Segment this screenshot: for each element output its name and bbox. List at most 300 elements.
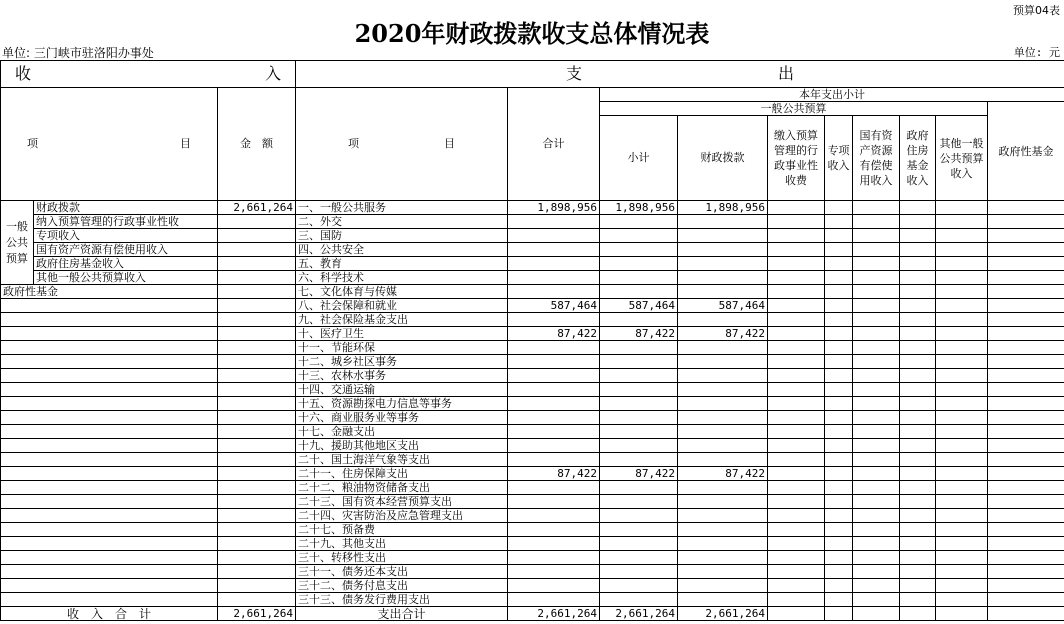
- empty-cell: [988, 257, 1064, 271]
- empty-cell: [825, 271, 853, 285]
- expense-fiscal: [678, 593, 768, 607]
- expense-subtotal: [600, 215, 678, 229]
- empty-cell: [853, 201, 900, 215]
- expense-item-label: 六、科学技术: [296, 271, 508, 285]
- empty-cell: [900, 579, 936, 593]
- income-item-header: 项 目: [1, 88, 218, 201]
- expense-total: [508, 537, 600, 551]
- expense-item-label: 十二、城乡社区事务: [296, 355, 508, 369]
- empty-cell: [988, 425, 1064, 439]
- table-row: [1, 537, 1064, 551]
- income-item-label: 国有资产资源有偿使用收入: [34, 243, 218, 257]
- table-row: [1, 481, 1064, 495]
- expense-subtotal: [600, 313, 678, 327]
- expense-item-label: 四、公共安全: [296, 243, 508, 257]
- empty-cell: [218, 397, 296, 411]
- empty-cell: [825, 215, 853, 229]
- expense-total: [508, 397, 600, 411]
- empty-cell: [900, 537, 936, 551]
- empty-cell: [936, 565, 988, 579]
- expense-fiscal: [678, 523, 768, 537]
- empty-cell: [900, 453, 936, 467]
- expense-fiscal: [678, 341, 768, 355]
- empty-cell: [1, 439, 218, 453]
- empty-cell: [825, 607, 853, 621]
- empty-cell: [900, 313, 936, 327]
- expense-total: [508, 369, 600, 383]
- empty-cell: [768, 355, 825, 369]
- empty-cell: [936, 481, 988, 495]
- table-row: [1, 271, 1064, 285]
- empty-cell: [853, 453, 900, 467]
- expense-fiscal: [678, 537, 768, 551]
- expense-subtotal: [600, 229, 678, 243]
- expense-fiscal: 1,898,956: [678, 201, 768, 215]
- expense-total: [508, 411, 600, 425]
- table-row: [1, 397, 1064, 411]
- empty-cell: [988, 481, 1064, 495]
- empty-cell: [936, 537, 988, 551]
- empty-cell: [768, 369, 825, 383]
- expense-item-label: 十七、金融支出: [296, 425, 508, 439]
- empty-cell: [1, 299, 218, 313]
- empty-cell: [988, 369, 1064, 383]
- empty-cell: [988, 411, 1064, 425]
- empty-cell: [218, 355, 296, 369]
- empty-cell: [900, 341, 936, 355]
- empty-cell: [900, 523, 936, 537]
- empty-cell: [825, 397, 853, 411]
- empty-cell: [218, 537, 296, 551]
- expense-fiscal: [678, 439, 768, 453]
- empty-cell: [768, 327, 825, 341]
- empty-cell: [218, 453, 296, 467]
- empty-cell: [853, 509, 900, 523]
- expense-subtotal: 587,464: [600, 299, 678, 313]
- expense-total: [508, 523, 600, 537]
- expense-total: [508, 481, 600, 495]
- expense-subtotal: 1,898,956: [600, 201, 678, 215]
- empty-cell: [900, 299, 936, 313]
- expense-item-label: 三十一、债务还本支出: [296, 565, 508, 579]
- empty-cell: [853, 593, 900, 607]
- empty-cell: [218, 551, 296, 565]
- empty-cell: [218, 327, 296, 341]
- empty-cell: [825, 537, 853, 551]
- empty-cell: [768, 411, 825, 425]
- expense-item-label: 三十三、债务发行费用支出: [296, 593, 508, 607]
- empty-cell: [900, 551, 936, 565]
- table-row: [1, 257, 1064, 271]
- empty-cell: [988, 341, 1064, 355]
- empty-cell: [988, 285, 1064, 299]
- empty-cell: [900, 481, 936, 495]
- income-amount: [218, 229, 296, 243]
- empty-cell: [825, 551, 853, 565]
- expense-subtotal: [600, 243, 678, 257]
- expense-fiscal: [678, 481, 768, 495]
- expense-total: [508, 551, 600, 565]
- empty-cell: [1, 593, 218, 607]
- expense-fiscal: [678, 369, 768, 383]
- expense-item-label: 二十、国土海洋气象等支出: [296, 453, 508, 467]
- empty-cell: [825, 565, 853, 579]
- expense-item-label: 十五、资源勘探电力信息等事务: [296, 397, 508, 411]
- expense-total: [508, 285, 600, 299]
- expense-item-label: 三、国防: [296, 229, 508, 243]
- empty-cell: [900, 607, 936, 621]
- other-general-header: 其他一般公共预算收入: [936, 116, 988, 201]
- empty-cell: [768, 229, 825, 243]
- table-row: [1, 355, 1064, 369]
- expense-item-label: 二十三、国有资本经营预算支出: [296, 495, 508, 509]
- empty-cell: [853, 285, 900, 299]
- expense-item-label: 二十一、住房保障支出: [296, 467, 508, 481]
- expense-subtotal: [600, 481, 678, 495]
- empty-cell: [853, 495, 900, 509]
- table-row: [1, 285, 1064, 299]
- expense-total: [508, 341, 600, 355]
- empty-cell: [936, 607, 988, 621]
- empty-cell: [825, 411, 853, 425]
- table-row: [1, 453, 1064, 467]
- expense-subtotal: [600, 257, 678, 271]
- table-row: [1, 523, 1064, 537]
- empty-cell: [1, 313, 218, 327]
- table-row: [1, 383, 1064, 397]
- empty-cell: [218, 425, 296, 439]
- expense-grand-total: 2,661,264: [508, 607, 600, 621]
- expense-total: [508, 593, 600, 607]
- empty-cell: [936, 439, 988, 453]
- expense-total: 87,422: [508, 327, 600, 341]
- table-row: [1, 495, 1064, 509]
- expense-subtotal: [600, 579, 678, 593]
- empty-cell: [900, 271, 936, 285]
- empty-cell: [988, 313, 1064, 327]
- empty-cell: [825, 341, 853, 355]
- empty-cell: [825, 327, 853, 341]
- empty-cell: [853, 537, 900, 551]
- expense-item-label: 二、外交: [296, 215, 508, 229]
- expense-total: [508, 453, 600, 467]
- expense-fiscal: [678, 411, 768, 425]
- expense-item-label: 三十二、债务付息支出: [296, 579, 508, 593]
- table-row: [1, 425, 1064, 439]
- table-row: [1, 411, 1064, 425]
- table-row: [1, 509, 1064, 523]
- currency-unit: 单位: 元: [1013, 46, 1060, 59]
- empty-cell: [825, 355, 853, 369]
- empty-cell: [900, 411, 936, 425]
- empty-cell: [218, 565, 296, 579]
- expense-item-label: 十四、交通运输: [296, 383, 508, 397]
- expense-item-label: 十九、援助其他地区支出: [296, 439, 508, 453]
- empty-cell: [853, 607, 900, 621]
- empty-cell: [988, 397, 1064, 411]
- empty-cell: [825, 285, 853, 299]
- empty-cell: [825, 439, 853, 453]
- empty-cell: [988, 467, 1064, 481]
- table-row: [1, 215, 1064, 229]
- empty-cell: [900, 495, 936, 509]
- empty-cell: [900, 383, 936, 397]
- empty-cell: [936, 341, 988, 355]
- expense-total: [508, 313, 600, 327]
- table-row: [1, 243, 1064, 257]
- expense-grand-fiscal: 2,661,264: [678, 607, 768, 621]
- empty-cell: [988, 299, 1064, 313]
- expense-item-label: 十六、商业服务业等事务: [296, 411, 508, 425]
- expense-item-label: 二十九、其他支出: [296, 537, 508, 551]
- budget-table: [0, 60, 1064, 621]
- expense-total-header: 合计: [508, 88, 600, 201]
- expense-subtotal: [600, 537, 678, 551]
- empty-cell: [768, 285, 825, 299]
- expense-fiscal: [678, 215, 768, 229]
- expense-total: [508, 439, 600, 453]
- empty-cell: [936, 495, 988, 509]
- empty-cell: [853, 481, 900, 495]
- empty-cell: [768, 551, 825, 565]
- expense-total-label: 支出合计: [296, 607, 508, 621]
- empty-cell: [768, 467, 825, 481]
- empty-cell: [825, 201, 853, 215]
- empty-cell: [768, 509, 825, 523]
- empty-cell: [853, 467, 900, 481]
- expense-fiscal: [678, 579, 768, 593]
- expense-subtotal: 87,422: [600, 327, 678, 341]
- expense-subtotal: [600, 523, 678, 537]
- empty-cell: [988, 579, 1064, 593]
- empty-cell: [218, 341, 296, 355]
- income-item-label: 纳入预算管理的行政事业性收: [34, 215, 218, 229]
- expense-item-label: 三十、转移性支出: [296, 551, 508, 565]
- empty-cell: [988, 327, 1064, 341]
- empty-cell: [825, 369, 853, 383]
- expense-subtotal: [600, 509, 678, 523]
- section-header-row: [1, 61, 1064, 88]
- income-item-label: 其他一般公共预算收入: [34, 271, 218, 285]
- expense-subtotal: [600, 551, 678, 565]
- empty-cell: [988, 593, 1064, 607]
- empty-cell: [853, 243, 900, 257]
- empty-cell: [218, 495, 296, 509]
- housing-fund-header: 政府住房基金收入: [900, 116, 936, 201]
- income-section-header: 收 入: [1, 61, 296, 88]
- expense-subtotal: 87,422: [600, 467, 678, 481]
- expense-total: [508, 425, 600, 439]
- table-row: [1, 551, 1064, 565]
- table-row: [1, 201, 1064, 215]
- expense-item-label: 十一、节能环保: [296, 341, 508, 355]
- empty-cell: [768, 271, 825, 285]
- empty-cell: [988, 243, 1064, 257]
- table-row: [1, 229, 1064, 243]
- gov-fund-header: 政府性基金: [988, 102, 1064, 201]
- empty-cell: [900, 257, 936, 271]
- empty-cell: [900, 229, 936, 243]
- empty-cell: [900, 509, 936, 523]
- expense-total: [508, 509, 600, 523]
- empty-cell: [988, 523, 1064, 537]
- expense-fiscal: [678, 229, 768, 243]
- empty-cell: [825, 243, 853, 257]
- empty-cell: [900, 285, 936, 299]
- special-income-header: 专项收入: [825, 116, 853, 201]
- empty-cell: [768, 341, 825, 355]
- empty-cell: [1, 579, 218, 593]
- empty-cell: [768, 383, 825, 397]
- empty-cell: [900, 439, 936, 453]
- empty-cell: [768, 397, 825, 411]
- expense-total: [508, 383, 600, 397]
- table-row: [1, 579, 1064, 593]
- income-group-label: 一般公共预算: [1, 201, 34, 285]
- income-amount: [218, 243, 296, 257]
- year-subtotal-header: 本年支出小计: [600, 88, 1064, 102]
- empty-cell: [900, 355, 936, 369]
- empty-cell: [1, 327, 218, 341]
- expense-subtotal: [600, 453, 678, 467]
- empty-cell: [853, 425, 900, 439]
- empty-cell: [853, 355, 900, 369]
- empty-cell: [768, 243, 825, 257]
- empty-cell: [936, 355, 988, 369]
- empty-cell: [853, 383, 900, 397]
- empty-cell: [825, 523, 853, 537]
- expense-total: [508, 579, 600, 593]
- state-asset-header: 国有资产资源有偿使用收入: [853, 116, 900, 201]
- table-row: [1, 593, 1064, 607]
- empty-cell: [853, 341, 900, 355]
- expense-section-header: 支 出: [296, 61, 1064, 88]
- empty-cell: [936, 467, 988, 481]
- empty-cell: [825, 509, 853, 523]
- empty-cell: [218, 369, 296, 383]
- unit-name: 单位: 三门峡市驻洛阳办事处: [2, 46, 154, 60]
- empty-cell: [900, 593, 936, 607]
- expense-fiscal: [678, 243, 768, 257]
- empty-cell: [936, 593, 988, 607]
- empty-cell: [768, 481, 825, 495]
- empty-cell: [1, 467, 218, 481]
- expense-fiscal: [678, 509, 768, 523]
- empty-cell: [768, 523, 825, 537]
- expense-subtotal: [600, 355, 678, 369]
- empty-cell: [853, 271, 900, 285]
- empty-cell: [768, 565, 825, 579]
- expense-fiscal: [678, 257, 768, 271]
- expense-total: 1,898,956: [508, 201, 600, 215]
- empty-cell: [768, 593, 825, 607]
- empty-cell: [768, 607, 825, 621]
- empty-cell: [853, 579, 900, 593]
- empty-cell: [768, 579, 825, 593]
- empty-cell: [768, 257, 825, 271]
- empty-cell: [825, 257, 853, 271]
- expense-fiscal: [678, 453, 768, 467]
- empty-cell: [218, 439, 296, 453]
- empty-cell: [988, 201, 1064, 215]
- empty-cell: [853, 439, 900, 453]
- page-title: 2020年财政拨款收支总体情况表: [354, 19, 710, 48]
- expense-subtotal: [600, 495, 678, 509]
- expense-total: [508, 355, 600, 369]
- empty-cell: [936, 215, 988, 229]
- income-item-label: 专项收入: [34, 229, 218, 243]
- table-row: [1, 565, 1064, 579]
- empty-cell: [936, 257, 988, 271]
- empty-cell: [900, 369, 936, 383]
- empty-cell: [768, 313, 825, 327]
- fiscal-approp-header: 财政拨款: [678, 116, 768, 201]
- income-item-label: 政府住房基金收入: [34, 257, 218, 271]
- empty-cell: [853, 551, 900, 565]
- expense-total: [508, 215, 600, 229]
- empty-cell: [1, 495, 218, 509]
- general-budget-header: 一般公共预算: [600, 102, 988, 116]
- expense-fiscal: [678, 271, 768, 285]
- empty-cell: [936, 201, 988, 215]
- table-row: [1, 313, 1064, 327]
- expense-total: [508, 229, 600, 243]
- empty-cell: [936, 271, 988, 285]
- empty-cell: [825, 495, 853, 509]
- expense-item-label: 二十二、粮油物资储备支出: [296, 481, 508, 495]
- empty-cell: [988, 355, 1064, 369]
- empty-cell: [936, 523, 988, 537]
- empty-cell: [853, 397, 900, 411]
- expense-total: [508, 495, 600, 509]
- empty-cell: [988, 439, 1064, 453]
- empty-cell: [825, 229, 853, 243]
- empty-cell: [825, 593, 853, 607]
- empty-cell: [936, 299, 988, 313]
- empty-cell: [936, 397, 988, 411]
- subtotal-header: 小计: [600, 116, 678, 201]
- empty-cell: [1, 425, 218, 439]
- empty-cell: [768, 215, 825, 229]
- empty-cell: [1, 551, 218, 565]
- expense-subtotal: [600, 425, 678, 439]
- empty-cell: [900, 425, 936, 439]
- empty-cell: [853, 229, 900, 243]
- expense-fiscal: 587,464: [678, 299, 768, 313]
- empty-cell: [1, 523, 218, 537]
- expense-fiscal: [678, 495, 768, 509]
- empty-cell: [1, 537, 218, 551]
- empty-cell: [825, 467, 853, 481]
- empty-cell: [853, 411, 900, 425]
- form-code: 预算04表: [1013, 4, 1060, 17]
- total-row: [1, 607, 1064, 621]
- empty-cell: [825, 579, 853, 593]
- expense-fiscal: [678, 397, 768, 411]
- empty-cell: [1, 411, 218, 425]
- expense-total: 587,464: [508, 299, 600, 313]
- admin-fee-header: 缴入预算管理的行政事业性收费: [768, 116, 825, 201]
- empty-cell: [825, 425, 853, 439]
- expense-total: [508, 565, 600, 579]
- empty-cell: [768, 453, 825, 467]
- expense-subtotal: [600, 271, 678, 285]
- expense-subtotal: [600, 593, 678, 607]
- empty-cell: [936, 579, 988, 593]
- empty-cell: [936, 425, 988, 439]
- empty-cell: [936, 509, 988, 523]
- empty-cell: [768, 495, 825, 509]
